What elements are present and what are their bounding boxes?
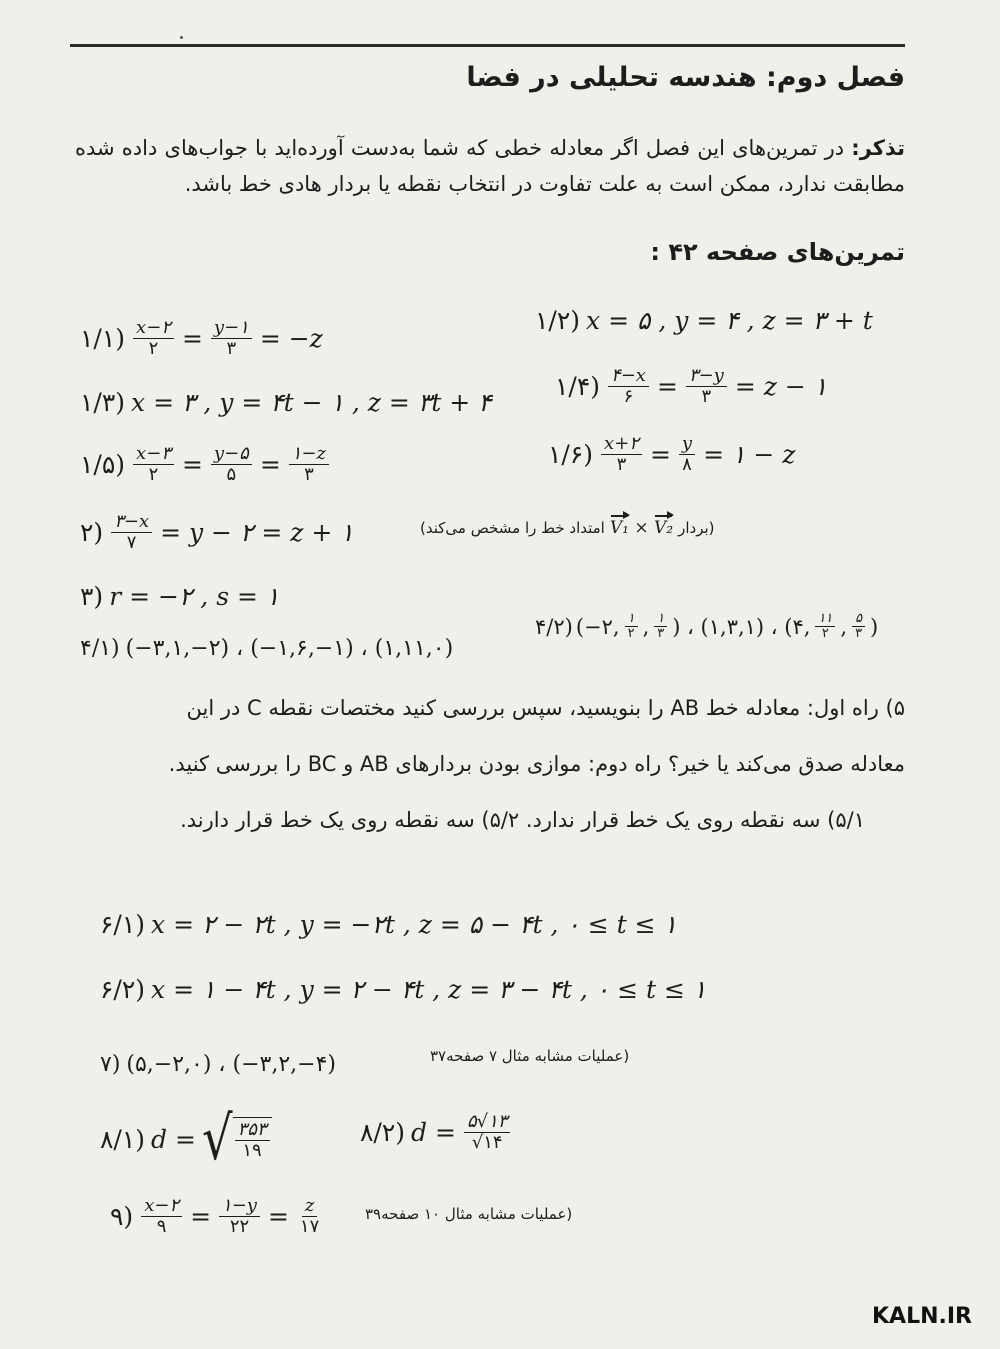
answer-label: ۱/۱) (80, 324, 126, 353)
denominator: ۲۲ (229, 1216, 250, 1237)
comma: , (642, 614, 650, 639)
fraction (601, 434, 642, 475)
denominator: ۲ (148, 464, 159, 485)
equals-sign: = (181, 450, 203, 479)
denominator: ۳ (701, 386, 712, 407)
answer-label: ۴/۲) (535, 614, 573, 639)
answer-7 (100, 1052, 336, 1077)
answer-label: ۱/۳) (80, 388, 126, 417)
numerator: ۳−x (111, 512, 152, 533)
answer-5-line-3: ۵/۱) سه نقطه روی یک خط قرار ندارد. ۵/۲) سه نقطه روی یک خط قرار دارند. (180, 808, 865, 832)
fraction (852, 612, 865, 641)
note-text: در تمرین‌های این فصل اگر معادله خطی که شما به‌دست آورده‌اید با جواب‌های داده شده مطابقت ندارد، ممکن است به علت تفاوت در انتخاب نقطه یا بردار هادی خط باشد. (75, 136, 905, 196)
denominator: ۷ (126, 532, 137, 553)
vector-v2: V₂ (654, 518, 674, 538)
equation-text: x = ۵ , y = ۴ , z = ۳ + t (586, 306, 873, 335)
denominator: ۳ (226, 338, 237, 359)
fraction (211, 318, 252, 359)
fraction (133, 444, 174, 485)
answer-label: ۷) (100, 1052, 121, 1077)
answer-5-line-2: معادله صدق می‌کند یا خیر؟ راه دوم: موازی بودن بردارهای AB و BC را بررسی کنید. (168, 752, 905, 776)
answer-6-2 (100, 975, 706, 1004)
answer-label: ۱/۲) (535, 306, 581, 335)
note-text: (بردار (678, 519, 715, 537)
answer-4-1 (80, 636, 453, 661)
fraction (235, 1120, 270, 1161)
numerator: y−۵ (211, 444, 252, 465)
answer-3 (80, 582, 279, 611)
equals-sign: = (259, 450, 281, 479)
equation-lhs: d = (411, 1118, 456, 1147)
answer-8-1 (100, 1104, 272, 1174)
answer-1-2 (535, 306, 873, 335)
radical-sign: √ (201, 1104, 233, 1174)
numerator: ۱ (625, 612, 638, 627)
fraction (219, 1196, 260, 1237)
note-label: تذکر: (851, 136, 905, 160)
fraction (679, 434, 695, 475)
fraction (464, 1112, 510, 1153)
answer-9 (110, 1196, 324, 1237)
equation-text: x = ۱ − ۴t , y = ۲ − ۴t , z = ۳ − ۴t , ۰ ≤ t ≤ ۱ (151, 975, 707, 1004)
numerator: ۳−y (686, 366, 727, 387)
point-text: ) ، (۱,۳,۱) ، (۴, (672, 614, 811, 639)
answer-5-paragraph (95, 680, 905, 848)
cross-sign: × (634, 518, 649, 538)
denominator: ۳ (657, 626, 665, 641)
fraction (654, 612, 667, 641)
point-text: (−۲, (575, 614, 620, 639)
answer-label: ۴/۱) (80, 636, 120, 661)
vector-cross-product (610, 518, 673, 538)
numerator: ۴−x (608, 366, 649, 387)
numerator: ۱−y (219, 1196, 260, 1217)
comma: , (840, 614, 848, 639)
denominator: ۳ (304, 464, 314, 485)
denominator: ۱۹ (242, 1140, 262, 1161)
denominator: √۱۴ (471, 1132, 503, 1153)
print-mark (180, 36, 183, 39)
numerator: ۵ (852, 612, 865, 627)
radicand (233, 1117, 272, 1161)
numerator: y (679, 434, 695, 455)
answer-label: ۱/۴) (555, 372, 601, 401)
answer-1-1 (80, 318, 323, 359)
answer-7-note: (عملیات مشابه مثال ۷ صفحه۳۷ (430, 1047, 630, 1065)
fraction (141, 1196, 182, 1237)
answer-5-line-1: ۵) راه اول: معادله خط AB را بنویسید، سپس بررسی کنید مختصات نقطه C در این (186, 696, 905, 720)
answer-label: ۸/۱) (100, 1124, 146, 1154)
equals-sign: = (181, 324, 203, 353)
denominator: ۵ (226, 464, 237, 485)
numerator: ۱۱ (815, 612, 835, 627)
numerator: x−۲ (141, 1196, 182, 1217)
denominator: ۳ (616, 454, 627, 475)
numerator: x−۲ (133, 318, 174, 339)
answer-label: ۸/۲) (360, 1118, 406, 1147)
equals-sign: = (649, 440, 671, 469)
denominator: ۳ (855, 626, 863, 641)
numerator: y−۱ (211, 318, 252, 339)
answer-label: ۱/۶) (548, 440, 594, 469)
numerator: x−۳ (133, 444, 174, 465)
equation-text: r = −۲ , s = ۱ (109, 582, 280, 611)
numerator: z (302, 1196, 317, 1217)
equation-rest: = y − ۲ = z + ۱ (160, 518, 354, 547)
fraction (111, 512, 152, 553)
equals-sign: = (656, 372, 678, 401)
denominator: ۲ (821, 626, 829, 641)
fraction (289, 444, 329, 485)
watermark: KALN.IR (872, 1304, 972, 1329)
answer-1-6 (548, 434, 795, 475)
note-text: امتداد خط را مشخص می‌کند) (420, 519, 605, 537)
denominator: ۸ (682, 454, 692, 475)
numerator: ۱−z (289, 444, 329, 465)
answer-1-4 (555, 366, 827, 407)
answer-6-1 (100, 910, 677, 939)
fraction (133, 318, 174, 359)
answer-label: ۳) (80, 582, 104, 611)
denominator: ۹ (156, 1216, 167, 1237)
fraction (608, 366, 649, 407)
answer-label: ۲) (80, 518, 104, 547)
equals-sign: = (190, 1202, 212, 1231)
note-paragraph (75, 130, 905, 202)
numerator: ۵√۱۳ (464, 1112, 510, 1133)
answer-label: ۶/۲) (100, 975, 146, 1004)
numerator: x+۲ (601, 434, 642, 455)
point-text: ) (870, 614, 879, 639)
square-root (201, 1104, 272, 1174)
denominator: ۲ (148, 338, 159, 359)
denominator: ۱۷ (299, 1216, 320, 1237)
equation-rest: = ۱ − z (703, 440, 796, 469)
denominator: ۶ (623, 386, 634, 407)
numerator: ۳۵۳ (235, 1120, 270, 1141)
section-title: تمرین‌های صفحه ۴۲ : (650, 238, 905, 266)
fraction (297, 1196, 322, 1237)
equation-rest: = z − ۱ (734, 372, 828, 401)
fraction (815, 612, 835, 641)
fraction (211, 444, 252, 485)
equation-text: x = ۲ − ۲t , y = −۲t , z = ۵ − ۴t , ۰ ≤ t ≤ ۱ (151, 910, 677, 939)
answer-label: ۹) (110, 1202, 134, 1231)
answer-8-2 (360, 1112, 512, 1153)
numerator: ۱ (654, 612, 667, 627)
equation-rest: = −z (259, 324, 323, 353)
answer-1-5 (80, 444, 331, 485)
points-text: (−۳,۱,−۲) ، (−۱,۶,−۱) ، (۱,۱۱,۰) (125, 636, 454, 661)
answer-2 (80, 512, 354, 553)
equation-lhs: d = (151, 1124, 196, 1154)
equation-text: x = ۳ , y = ۴t − ۱ , z = ۳t + ۴ (131, 388, 492, 417)
denominator: ۲ (627, 626, 635, 641)
answer-label: ۱/۵) (80, 450, 126, 479)
vector-v1: V₁ (609, 518, 629, 538)
equals-sign: = (267, 1202, 289, 1231)
answer-1-3 (80, 388, 492, 417)
fraction (625, 612, 638, 641)
answer-9-note: (عملیات مشابه مثال ۱۰ صفحه۳۹ (365, 1205, 573, 1223)
answer-label: ۶/۱) (100, 910, 146, 939)
chapter-title: فصل دوم: هندسه تحلیلی در فضا (466, 62, 905, 93)
points-text: (۵,−۲,۰) ، (−۳,۲,−۴) (126, 1052, 336, 1077)
header-rule (70, 44, 905, 47)
fraction (686, 366, 727, 407)
answer-4-2 (535, 612, 878, 641)
answer-2-note (420, 518, 715, 538)
